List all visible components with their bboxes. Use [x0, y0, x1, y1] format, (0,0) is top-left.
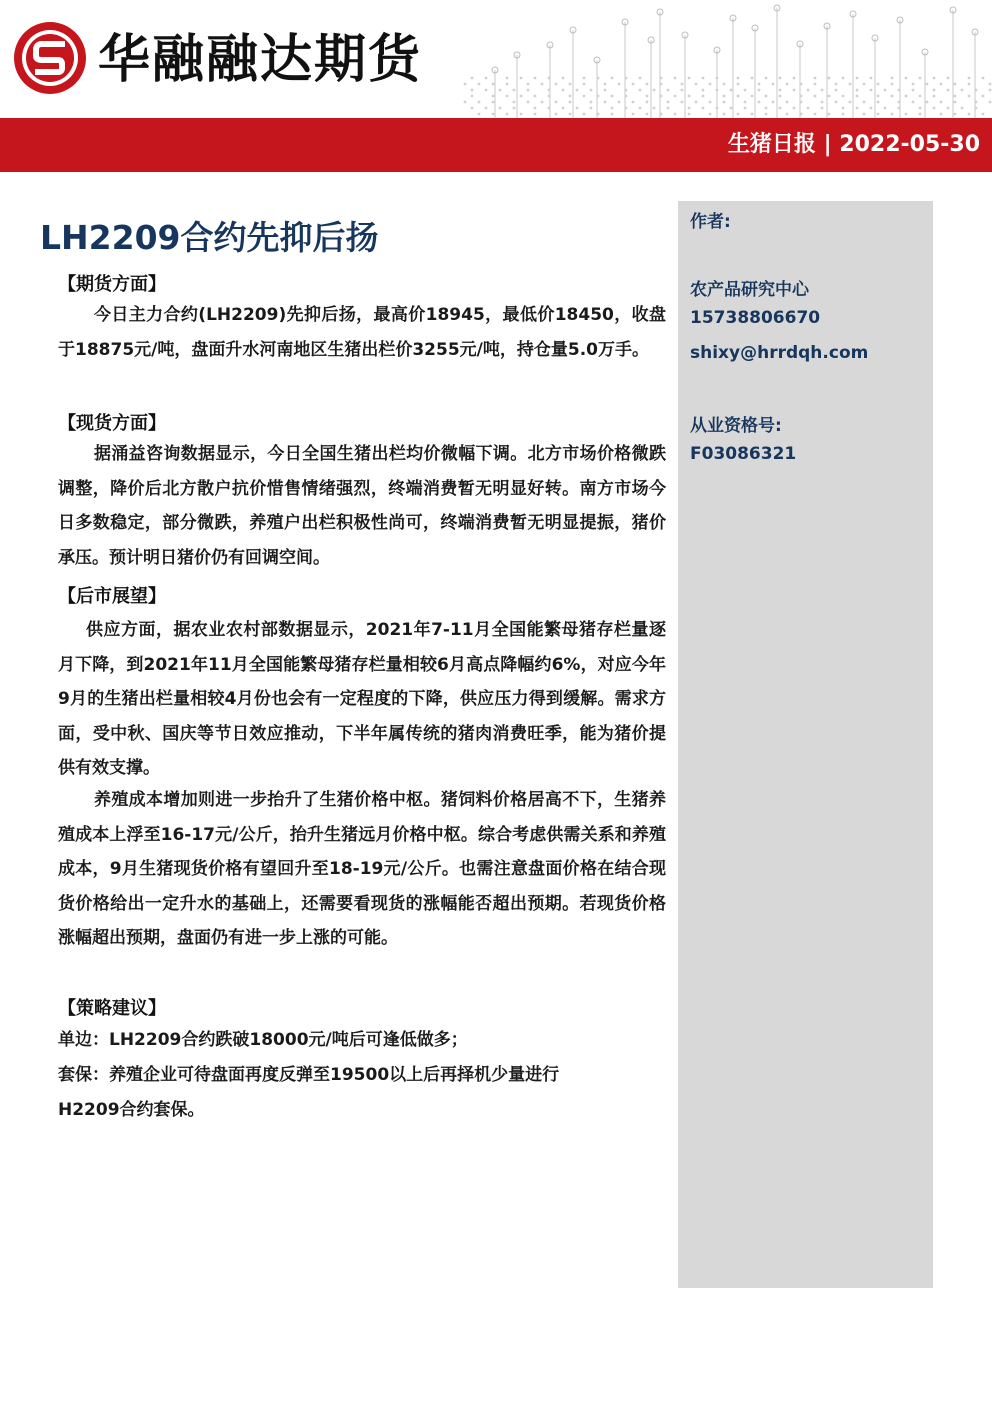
phone-number: 15738806670 [690, 308, 821, 328]
email-address[interactable]: shixy@hrrdqh.com [690, 343, 869, 363]
strategy-heading: 【策略建议】 [58, 998, 166, 1019]
spot-paragraph: 据涌益咨询数据显示，今日全国生猪出栏均价微幅下调。北方市场价格微跌调整，降价后北方散户抗价惜售情绪强烈，终端消费暂无明显好转。南方市场今日多数稳定，部分微跌，养殖户出栏积极性尚可，终端消费暂无明显提振，猪价承压。预计明日猪价仍有回调空间。 [58, 444, 666, 568]
author-label: 作者: [690, 212, 731, 232]
strategy-hedge-line-1: 套保：养殖企业可待盘面再度反弹至19500以上后再择机少量进行 [58, 1065, 560, 1085]
outlook-heading: 【后市展望】 [58, 586, 166, 607]
outlook-paragraph-cost: 养殖成本增加则进一步抬升了生猪价格中枢。猪饲料价格居高不下，生猪养殖成本上浮至16-17元/公斤，抬升生猪远月价格中枢。综合考虑供需关系和养殖成本，9月生猪现货价格有望回升至18-19元/公斤。也需注意盘面价格在结合现货价格给出一定升水的基础上，还需要看现货的涨幅能否超出预期。若现货价格涨幅超出预期，盘面仍有进一步上涨的可能。 [58, 790, 666, 948]
header-decoration [455, 0, 992, 118]
strategy-hedge-line-2: H2209合约套保。 [58, 1100, 205, 1120]
strategy-single-side: 单边：LH2209合约跌破18000元/吨后可逢低做多； [58, 1030, 468, 1050]
outlook-paragraph-supply-demand: 供应方面，据农业农村部数据显示，2021年7-11月全国能繁母猪存栏量逐月下降，到2021年11月全国能繁母猪存栏量相较6月高点降幅约6%，对应今年9月的生猪出栏量相较4月份也会有一定程度的下降，供应压力得到缓解。需求方面，受中秋、国庆等节日效应推动，下半年属传统的猪肉消费旺季，能为猪价提供有效支撑。 [58, 620, 666, 778]
article-title: LH2209合约先抑后扬 [40, 218, 379, 257]
license-number: F03086321 [690, 444, 797, 464]
spot-heading: 【现货方面】 [58, 413, 166, 434]
brand-name: 华融融达期货 [98, 30, 423, 90]
department-name: 农产品研究中心 [690, 280, 809, 300]
futures-heading: 【期货方面】 [58, 274, 166, 295]
author-sidebar [678, 201, 933, 1288]
company-logo-icon [12, 20, 88, 96]
report-type-date: 生猪日报 | 2022-05-30 [727, 132, 980, 157]
futures-paragraph: 今日主力合约(LH2209)先抑后扬，最高价18945，最低价18450，收盘于18875元/吨，盘面升水河南地区生猪出栏价3255元/吨，持仓量5.0万手。 [58, 305, 666, 360]
license-label: 从业资格号: [690, 416, 782, 436]
